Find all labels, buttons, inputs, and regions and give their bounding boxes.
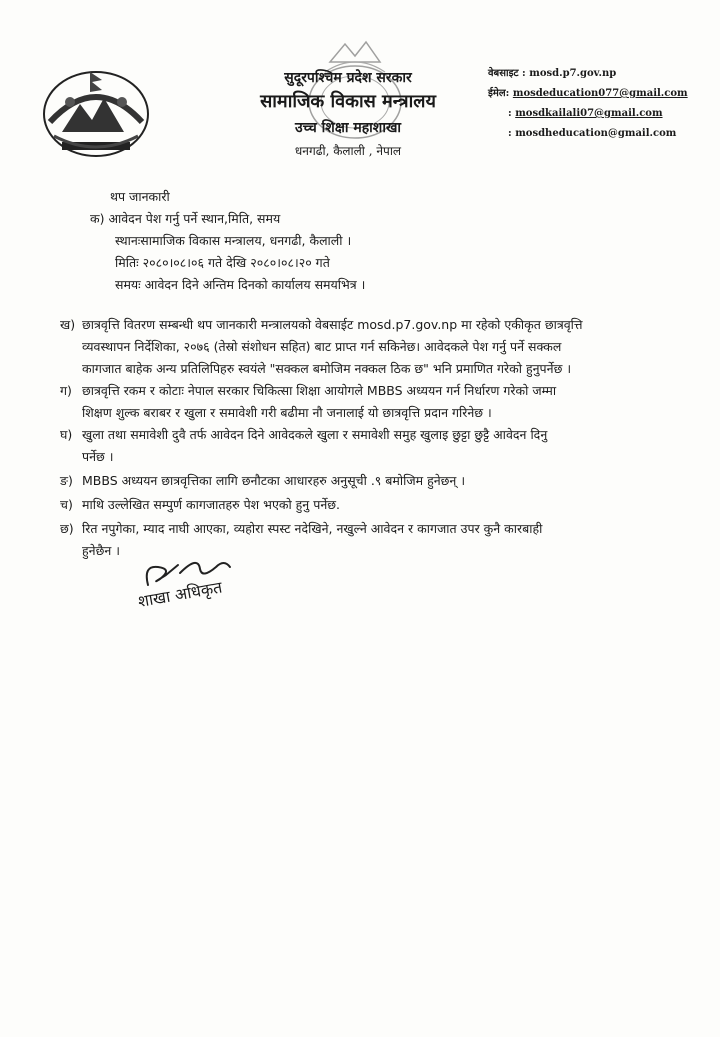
email-line-1 [488, 84, 708, 104]
email-line-2 [488, 104, 708, 124]
item-chha-line-1: रित नपुगेका, म्याद नाघी आएका, व्यहोरा स्पस्ट नदेखिने, नखुल्ने आवेदन र कागजात उपर कुनै कारबाही [82, 521, 543, 536]
ministry-name: सामाजिक विकास मन्त्रालय [260, 91, 436, 112]
item-chha-line-2: हुनेछैन । [82, 543, 120, 558]
website-line [488, 64, 708, 84]
item-ka-place: स्थानःसामाजिक विकास मन्त्रालय, धनगढी, कैलाली । [115, 233, 352, 248]
item-nga-mark: ङ) [60, 473, 73, 488]
item-kha [60, 314, 670, 380]
item-cha-mark: च) [60, 497, 73, 512]
item-kha-line-2: व्यवस्थापन निर्देशिका, २०७६ (तेस्रो संशोधन सहित) बाट प्राप्त गर्न सकिनेछ। आवेदकले पेश गर्नु पर्ने सक्कल [82, 339, 562, 354]
email-label: ईमेल: [488, 88, 510, 99]
body-title: थप जानकारी [110, 189, 170, 204]
item-nga [60, 470, 670, 492]
item-chha-mark: छ) [60, 521, 74, 536]
item-cha [60, 494, 670, 516]
item-ga-line-2: शिक्षण शुल्क बराबर र खुला र समावेशी गरी बढीमा नौ जनालाई यो छात्रवृत्ति प्रदान गरिनेछ । [82, 405, 492, 420]
email-prefix-2: : [508, 108, 512, 119]
letter-body [60, 186, 670, 562]
nepal-emblem-icon [40, 62, 152, 162]
item-kha-line-1: छात्रवृत्ति वितरण सम्बन्धी थप जानकारी मन्त्रालयको वेबसाईट mosd.p7.gov.np मा रहेको एकीकृत छात्रवृत्ति [82, 317, 583, 332]
letterhead [228, 64, 468, 159]
item-gha-mark: घ) [60, 427, 73, 442]
province-name: सुदूरपश्चिम प्रदेश सरकार [284, 70, 412, 86]
website-value: mosd.p7.gov.np [529, 68, 617, 79]
signatory-title: शाखा अधिकृत [136, 577, 224, 612]
item-kha-line-3: कागजात बाहेक अन्य प्रतिलिपिहरु स्वयंले "सक्कल बमोजिम नक्कल ठिक छ" भनि प्रमाणित गरेको हुनुपर्नेछ । [82, 361, 572, 376]
item-ga-line-1: छात्रवृत्ति रकम र कोटाः नेपाल सरकार चिकित्सा शिक्षा आयोगले MBBS अध्ययन गर्न निर्धारण गरेको जम्मा [82, 383, 557, 398]
item-ga [60, 380, 670, 424]
item-kha-mark: ख) [60, 317, 76, 332]
email-prefix-3: : [508, 128, 512, 139]
item-ga-mark: ग) [60, 383, 72, 398]
item-ka: क) आवेदन पेश गर्नु पर्ने स्थान,मिति, समय [90, 211, 281, 226]
item-gha-line-2: पर्नेछ । [82, 449, 114, 464]
item-ka-time: समयः आवेदन दिने अन्तिम दिनको कार्यालय समयभित्र । [115, 277, 366, 292]
email-value-2: mosdkailali07@gmail.com [515, 108, 663, 119]
email-value-1: mosdeducation077@gmail.com [512, 88, 688, 99]
office-address: धनगढी, कैलाली , नेपाल [294, 144, 402, 158]
item-cha-line-1: माथि उल्लेखित सम्पुर्ण कागजातहरु पेश भएको हुनु पर्नेछ. [82, 497, 340, 512]
website-label: वेबसाइट : [488, 68, 526, 79]
contact-block [488, 64, 708, 144]
email-value-3: mosdheducation@gmail.com [515, 128, 677, 139]
email-line-3 [488, 124, 708, 144]
item-gha-line-1: खुला तथा समावेशी दुवै तर्फ आवेदन दिने आवेदकले खुला र समावेशी समुह खुलाइ छुट्टा छुट्टै आवेदन दिनु [82, 427, 548, 442]
item-gha [60, 424, 670, 468]
item-nga-line-1: MBBS अध्ययन छात्रवृत्तिका लागि छनौटका आधारहरु अनुसूची .९ बमोजिम हुनेछन् । [82, 473, 466, 488]
section-name: उच्च शिक्षा महाशाखा [294, 120, 402, 136]
item-ka-date: मितिः २०८०।०८।०६ गते देखि २०८०।०८।२० गते [115, 255, 330, 270]
